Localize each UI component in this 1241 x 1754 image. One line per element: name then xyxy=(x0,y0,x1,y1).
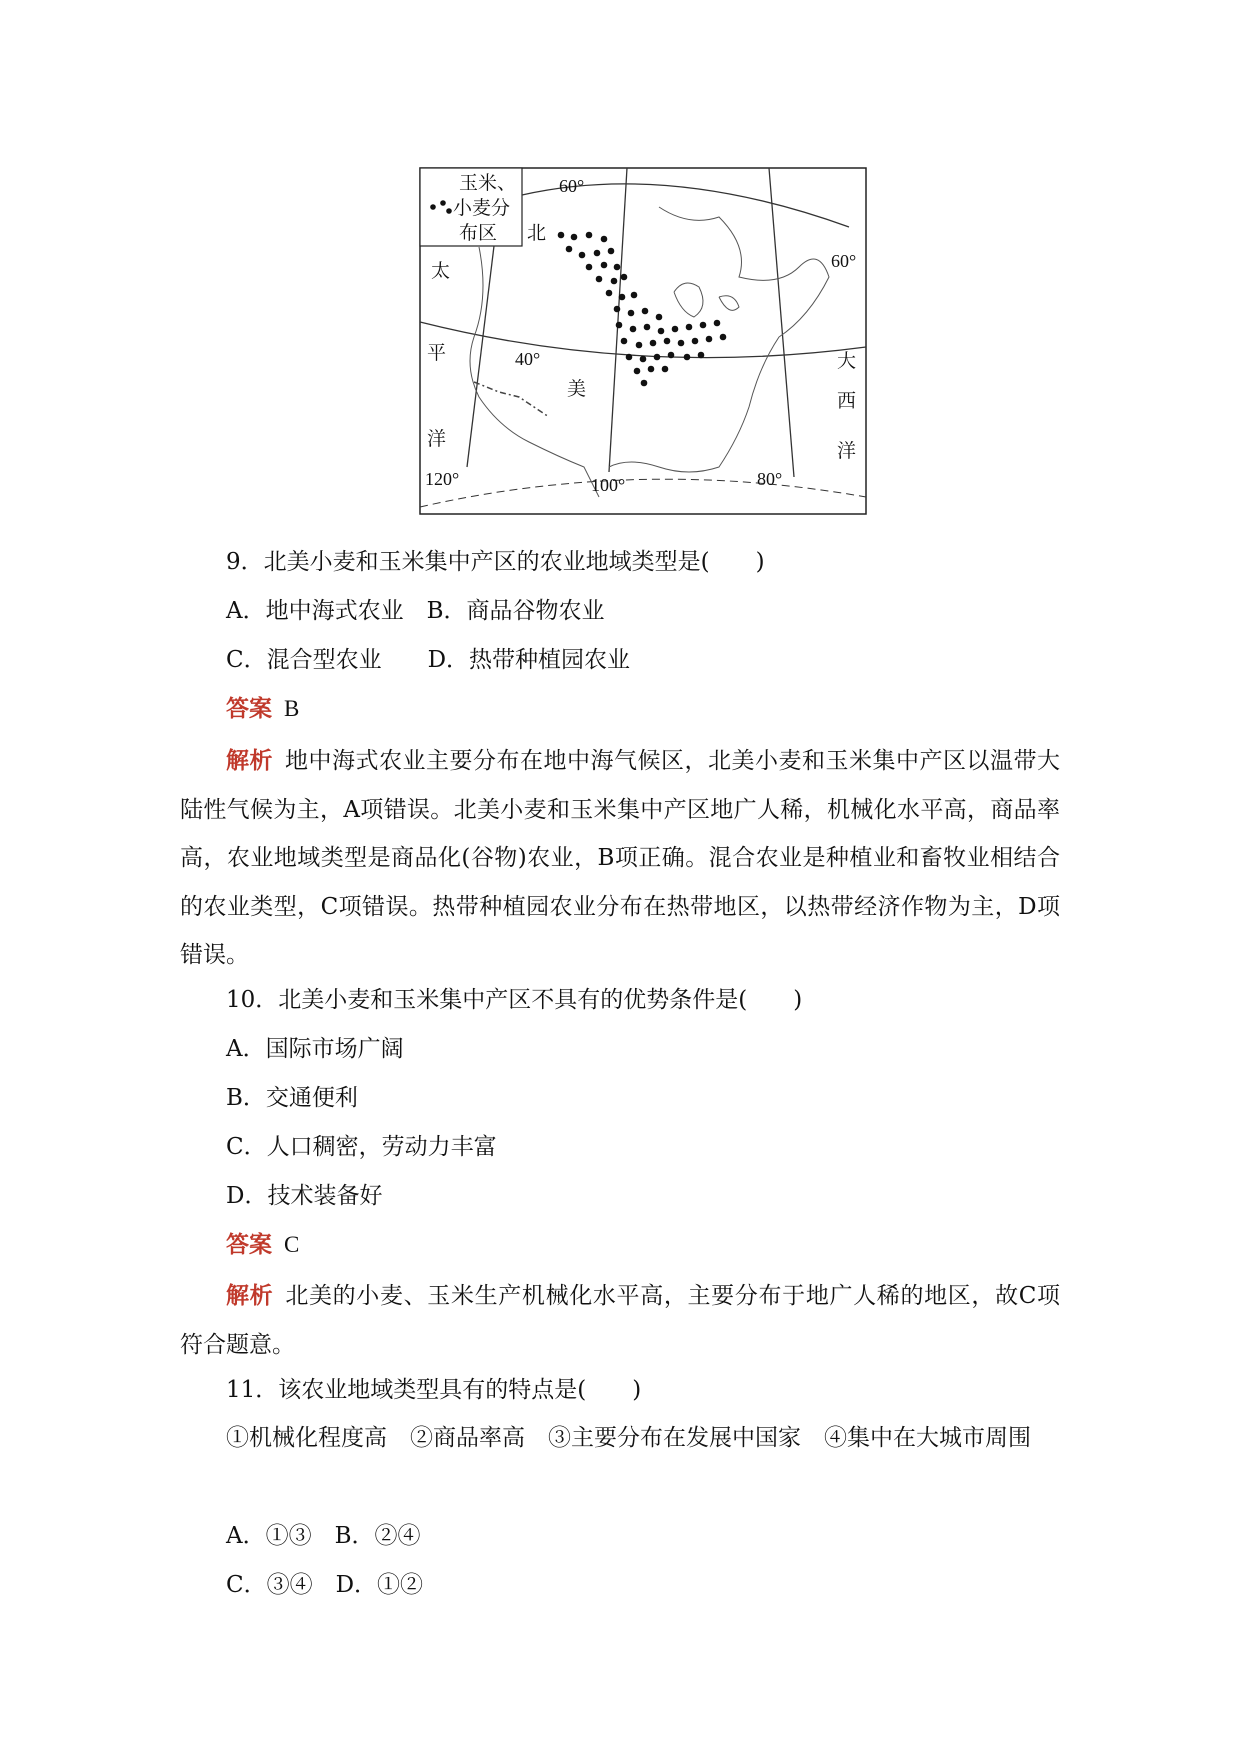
question-10-option-c: C．人口稠密，劳动力丰富 xyxy=(226,1134,497,1160)
answer-value: B xyxy=(284,696,300,721)
question-11-stem: 11．该农业地域类型具有的特点是( ) xyxy=(226,1377,642,1403)
question-9-options-2: C．混合型农业 D．热带种植园农业 xyxy=(226,647,631,673)
north-america-map xyxy=(419,167,867,515)
region-north: 北 xyxy=(527,222,547,244)
region-tai: 太 xyxy=(431,260,451,282)
question-9-answer xyxy=(226,694,299,724)
map-svg xyxy=(419,167,867,515)
question-9-options-1: A．地中海式农业 B．商品谷物农业 xyxy=(226,598,605,624)
answer-label: 答案 xyxy=(226,695,272,722)
analysis-text: 地中海式农业主要分布在地中海气候区，北美小麦和玉米集中产区以温带大陆性气候为主，A项错误。北美小麦和玉米集中产区地广人稀，机械化水平高，商品率高，农业地域类型是商品化(谷物)农业，B项正确。混合农业是种植业和畜牧业相结合的农业类型，C项错误。热带种植园农业分布在热带地区，以热带经济作物为主，D项错误。 xyxy=(180,748,1060,969)
lon-label-120: 120° xyxy=(425,469,460,489)
region-mei: 美 xyxy=(567,378,587,400)
question-9-stem: 9．北美小麦和玉米集中产区的农业地域类型是( ) xyxy=(226,549,765,575)
question-11-options-1: A．①③ B．②④ xyxy=(226,1523,421,1549)
answer-value: C xyxy=(284,1232,300,1257)
question-10-option-a: A．国际市场广阔 xyxy=(226,1036,404,1062)
lat-label-40: 40° xyxy=(515,349,541,369)
analysis-label: 解析 xyxy=(226,1282,274,1309)
lat-label-60-east: 60° xyxy=(831,251,857,271)
region-yang: 洋 xyxy=(427,428,447,450)
analysis-label: 解析 xyxy=(226,747,273,774)
lon-label-100: 100° xyxy=(591,475,626,495)
analysis-text: 北美的小麦、玉米生产机械化水平高，主要分布于地广人稀的地区，故C项符合题意。 xyxy=(180,1283,1060,1358)
legend-text-1: 玉米、 xyxy=(459,172,517,194)
question-11-options-2: C．③④ D．①② xyxy=(226,1572,424,1598)
question-10-answer xyxy=(226,1230,299,1260)
question-10-option-b: B．交通便利 xyxy=(226,1085,358,1111)
question-10-analysis xyxy=(180,1272,1060,1369)
answer-label: 答案 xyxy=(226,1231,272,1258)
legend-text-2: 小麦分 xyxy=(453,197,511,219)
region-ping: 平 xyxy=(427,342,447,364)
question-10-option-d: D．技术装备好 xyxy=(226,1183,383,1209)
question-10-stem: 10．北美小麦和玉米集中产区不具有的优势条件是( ) xyxy=(226,987,803,1013)
lon-label-80: 80° xyxy=(757,469,783,489)
legend-text-3: 布区 xyxy=(459,222,498,244)
region-da: 大 xyxy=(837,350,857,372)
region-yang2: 洋 xyxy=(837,440,857,462)
region-xi: 西 xyxy=(837,390,857,412)
question-11-statements: ①机械化程度高 ②商品率高 ③主要分布在发展中国家 ④集中在大城市周围 xyxy=(226,1425,1031,1451)
question-9-analysis xyxy=(180,737,1060,980)
lat-label-60: 60° xyxy=(559,176,585,196)
